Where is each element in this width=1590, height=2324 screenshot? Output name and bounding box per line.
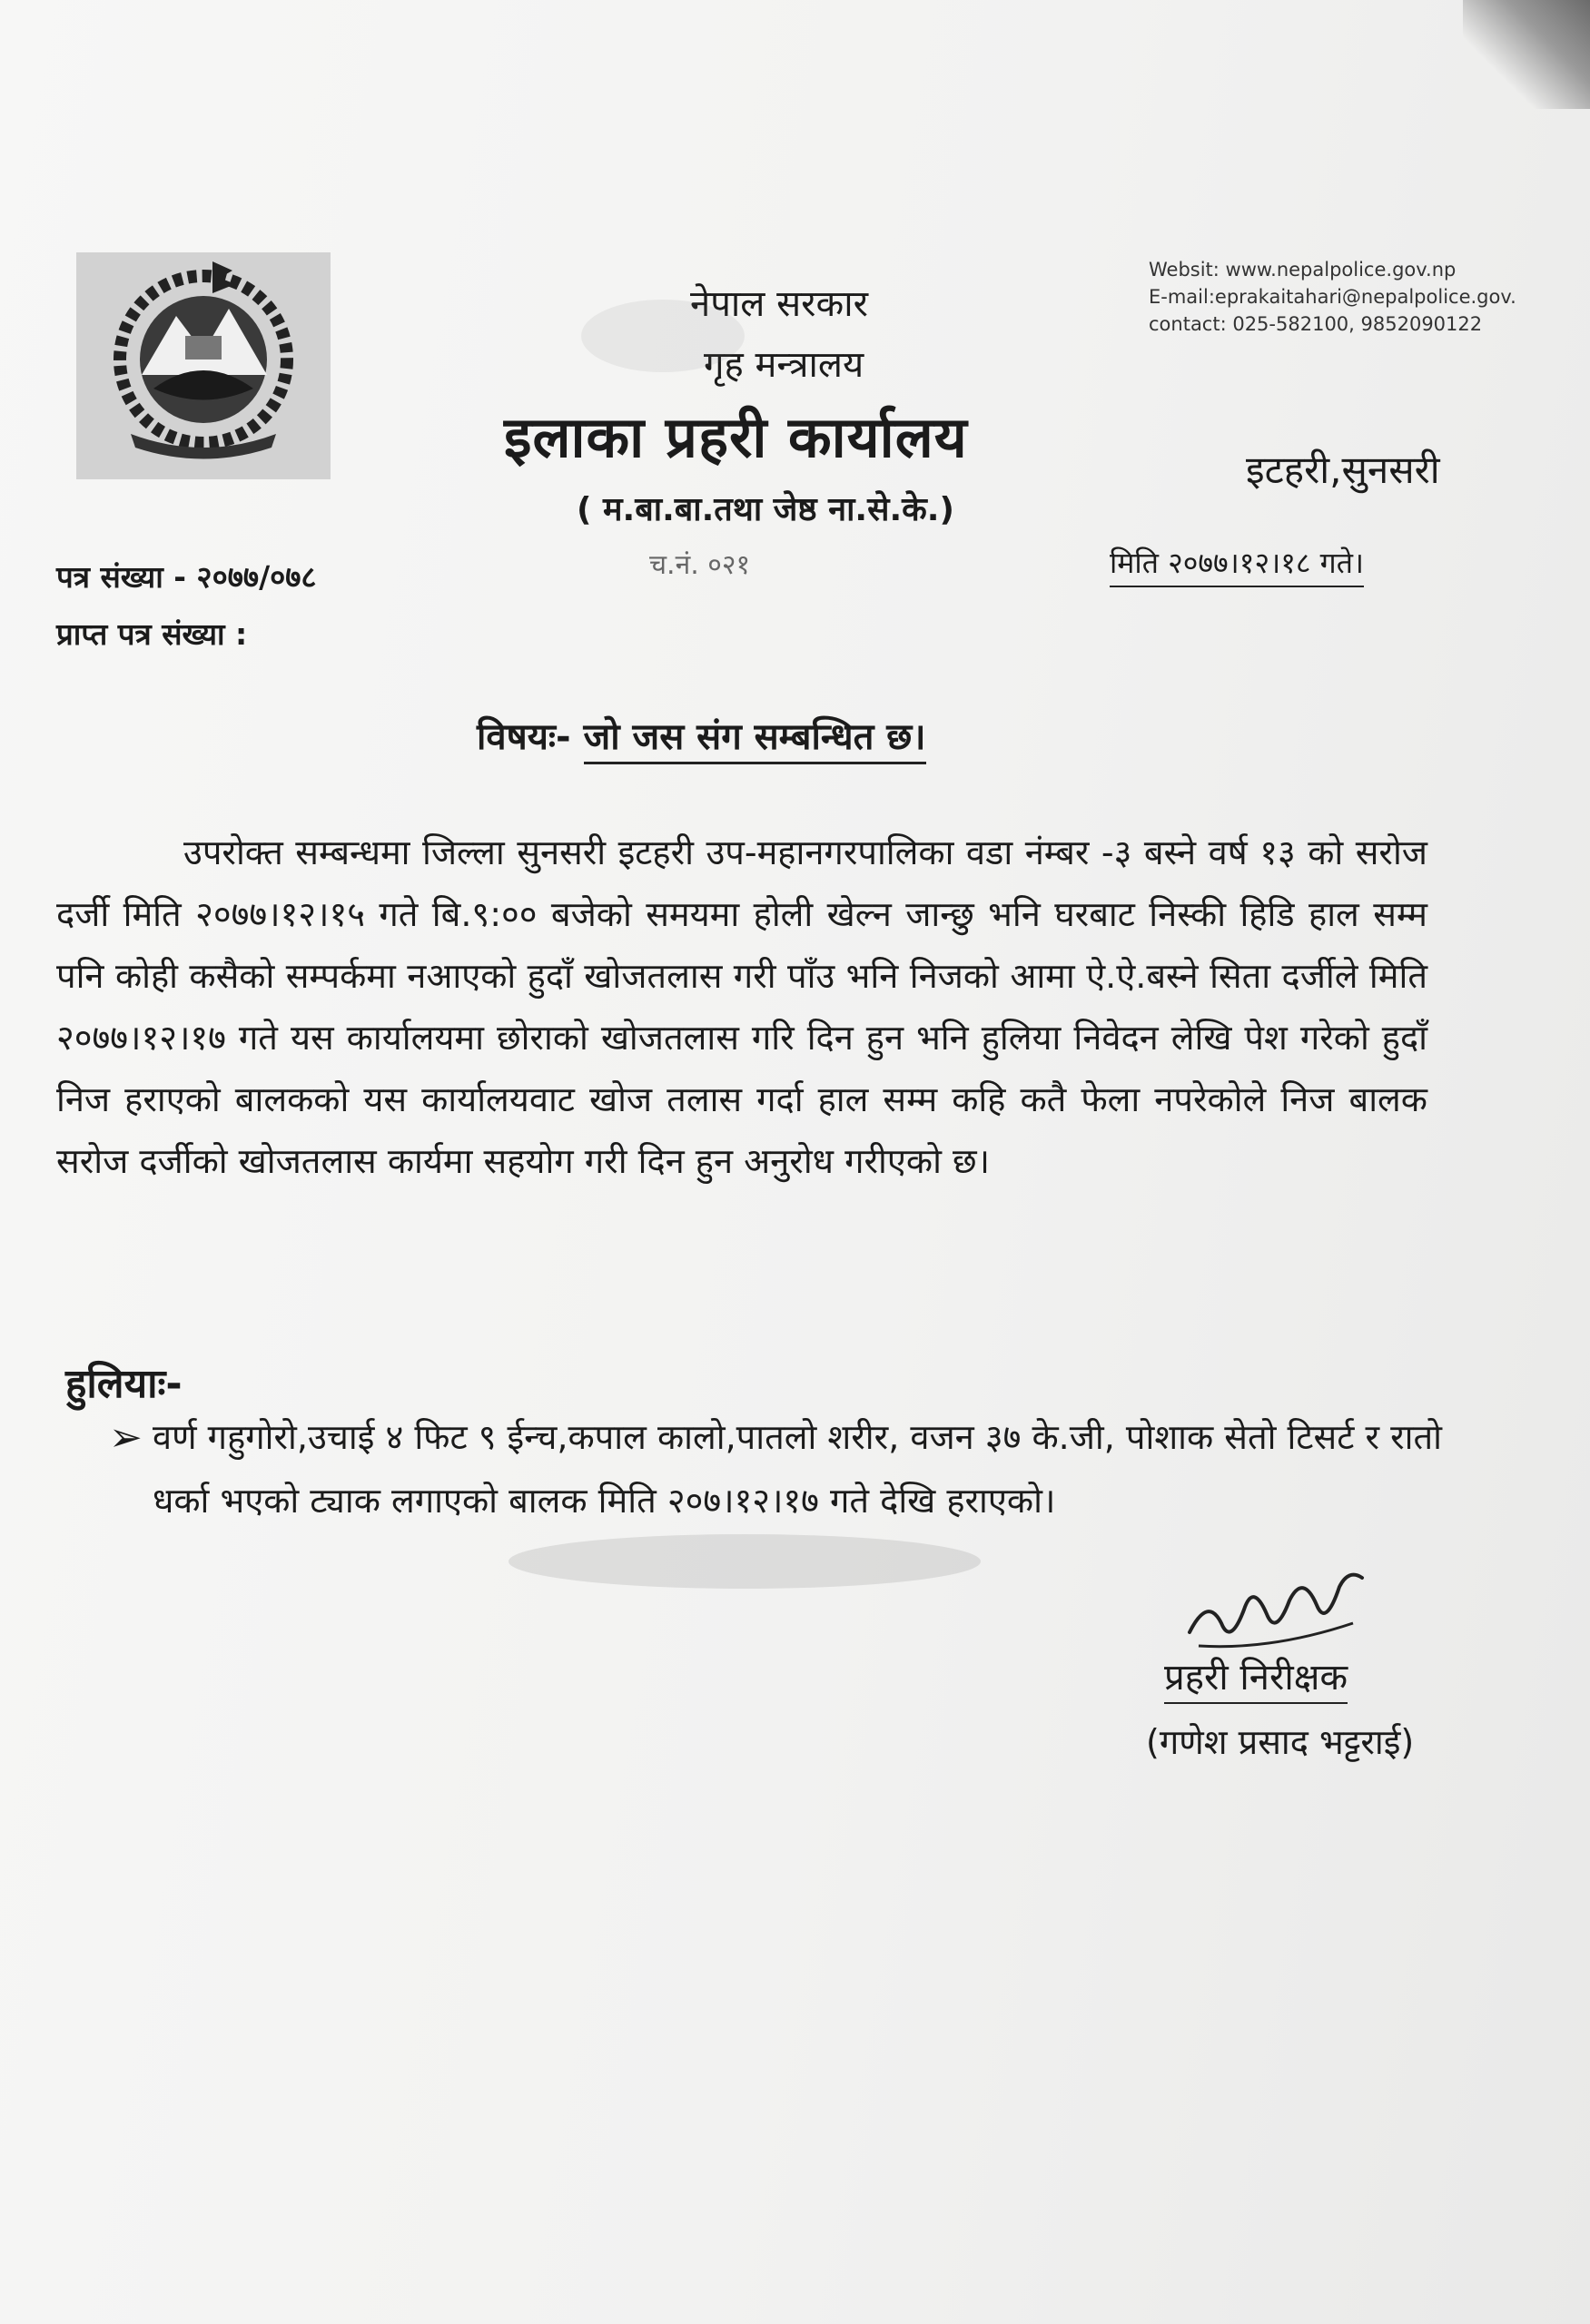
- signature-icon: [1180, 1560, 1371, 1659]
- office-location: इटहरी,सुनसरी: [1246, 448, 1440, 492]
- stamp-watermark: [581, 300, 745, 372]
- email-text: E-mail:eprakaitahari@nepalpolice.gov.: [1149, 286, 1516, 308]
- description-title: हुलियाः-: [65, 1361, 183, 1407]
- description-text: वर्ण गहुगोरो,उचाई ४ फिट ९ ईन्च,कपाल कालो,पातलो शरीर, वजन ३७ के.जी, पोशाक सेतो टिसर्ट र रातो धर्का भएको ट्याक लगाएको बालक मिति २०७।१२।१७ गते देखि हराएको।: [153, 1417, 1442, 1521]
- office-title: इलाका प्रहरी कार्यालय: [504, 404, 968, 470]
- letter-number: पत्र संख्या - २०७७/०७८: [56, 559, 317, 595]
- phone-text: contact: 025-582100, 9852090122: [1149, 313, 1483, 335]
- subject-label: विषयः-: [477, 716, 571, 758]
- signatory-name: (गणेश प्रसाद भट्टराई): [1146, 1722, 1415, 1762]
- website-text: Websit: www.nepalpolice.gov.np: [1149, 259, 1457, 281]
- page-corner-shadow: [1463, 0, 1590, 109]
- government-name: नेपाल सरकार: [690, 283, 868, 325]
- letter-body: [56, 822, 1427, 1192]
- ministry-name: गृह मन्त्रालय: [704, 344, 864, 386]
- body-paragraph: उपरोक्त सम्बन्धमा जिल्ला सुनसरी इटहरी उप-महानगरपालिका वडा नंम्बर -३ बस्ने वर्ष १३ को सरोज दर्जी मिति २०७७।१२।१५ गते बि.९:०० बजेको समयमा होली खेल्न जान्छु भनि घरबाट निस्की हिडि हाल सम्म पनि कोही कसैको सम्पर्कमा नआएको हुदाँ खोजतलास गरी पाँउ भनि निजको आमा ऐ.ऐ.बस्ने सिता दर्जीले मिति २०७७।१२।१७ गते यस कार्यालयमा छोराको खोजतलास गरि दिन हुन भनि हुलिया निवेदन लेखि पेश गरेको हुदाँ निज हराएको बालकको यस कार्यालयवाट खोज तलास गर्दा हाल सम्म कहि कतै फेला नपरेकोले निज बालक सरोज दर्जीको खोजतलास कार्यमा सहयोग गरी दिन हुन अनुरोध गरीएको छ।: [56, 832, 1427, 1181]
- letter-date: मिति २०७७।१२।१८ गते।: [1110, 543, 1364, 587]
- subject-value: जो जस संग सम्बन्धित छ।: [584, 716, 926, 764]
- branch-name: ( म.बा.बा.तथा जेष्ठ ना.से.के.): [577, 491, 954, 528]
- subject-line: [477, 710, 926, 760]
- nepal-emblem-icon: [76, 252, 331, 479]
- stamp-smudge: [509, 1534, 981, 1589]
- dispatch-number: च.नं. ०२१: [649, 549, 751, 581]
- contact-block: [1149, 256, 1516, 338]
- signatory-title: प्रहरी निरीक्षक: [1164, 1650, 1348, 1704]
- arrow-bullet-icon: ➢: [109, 1414, 143, 1461]
- received-letter-number: प्राप्त पत्र संख्या :: [56, 616, 248, 652]
